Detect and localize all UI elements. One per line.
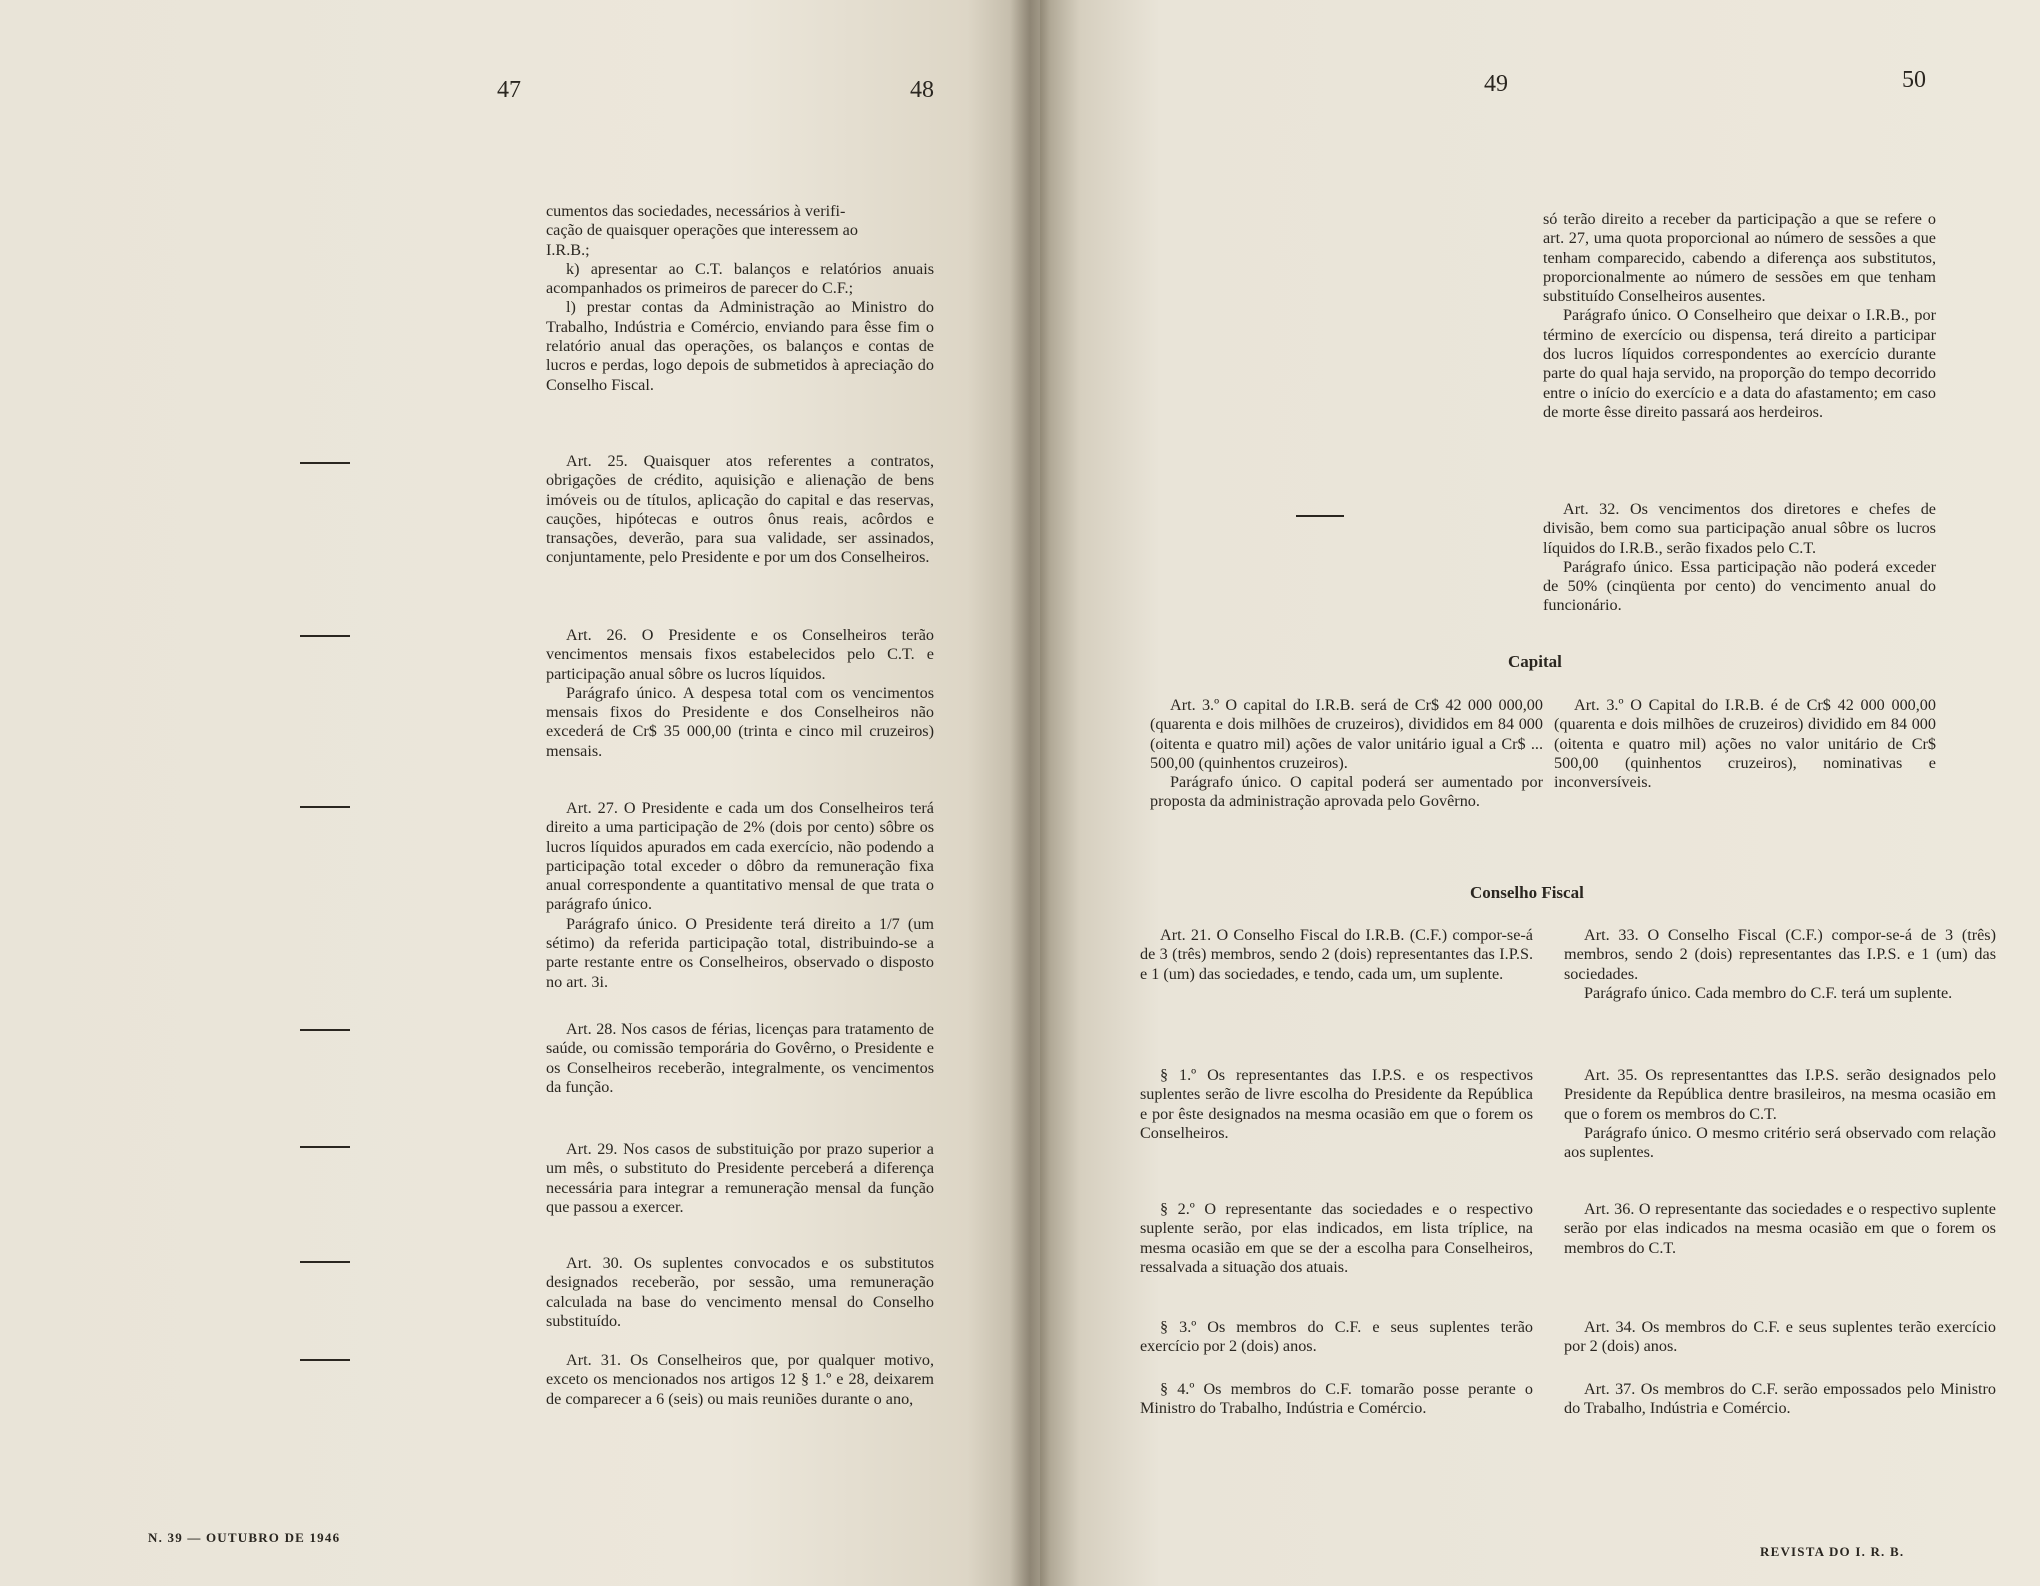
article-text: Art. 27. O Presidente e cada um dos Conselheiros terá direito a uma participação de 2% (dois por cento) sôbre os lucros líquidos apurados em cada exercício, não podendo a participação total exceder o dôbro da remuneração fixa anual correspondente a quantitativo mensal de que trata o parágrafo único. [546, 799, 934, 914]
text-line: cação de quaisquer operações que interessem ao [546, 221, 858, 240]
article-text: Art. 3.º O Capital do I.R.B. é de Cr$ 42 000 000,00 (quarenta e dois milhões de cruzeiros) dividido em 84 000 (oitenta e quatro mil) ações no valor unitário de Cr$ 500,00 (quinhentos cruzeiros), nominativas e inconversíveis. [1554, 696, 1936, 792]
article-26 [546, 626, 934, 761]
item-l: l) prestar contas da Administração ao Ministro do Trabalho, Indústria e Comércio, enviando para êsse fim o relatório anual das operações, os balanços e contas de lucros e perdas, logo depois de submetidos à apreciação do Conselho Fiscal. [546, 298, 934, 394]
margin-dash [300, 635, 350, 637]
page-number-50: 50 [1902, 67, 1926, 93]
paragraph-text: Parágrafo único. O Conselheiro que deixar o I.R.B., por término de exercício ou dispensa, terá direito a participar dos lucros líquidos correspondentes ao exercício durante parte do qual haja servido, na proporção do tempo decorrido entre o início do exercício e a data do afastamento; em caso de morte êsse direito passará aos herdeiros. [1543, 306, 1936, 421]
article-text: Art. 26. O Presidente e os Conselheiros terão vencimentos mensais fixos estabelecidos pelo C.T. e participação anual sôbre os lucros líquidos. [546, 626, 934, 683]
cf-article-21 [1140, 926, 1533, 984]
margin-dash [300, 1359, 350, 1361]
footer-journal: REVISTA DO I. R. B. [1760, 1544, 1905, 1559]
article-text: Art. 33. O Conselho Fiscal (C.F.) compor-se-á de 3 (três) membros, sendo 2 (dois) representantes das I.P.S. e 1 (um) das sociedades. [1564, 926, 1996, 983]
paragraph-text: § 2.º O representante das sociedades e o respectivo suplente serão, por elas indicados, em lista tríplice, na mesma ocasião em que se der a escolha para Conselheiros, ressalvada a situação dos atuais. [1140, 1200, 1533, 1276]
book-gutter [1010, 0, 1050, 1586]
paragraph-text: Parágrafo único. O mesmo critério será observado com relação aos suplentes. [1564, 1123, 1996, 1162]
article-text: Art. 37. Os membros do C.F. serão empossados pelo Ministro do Trabalho, Indústria e Comércio. [1564, 1380, 1996, 1418]
article-28 [546, 1020, 934, 1097]
cf-paragraph-2 [1140, 1200, 1533, 1277]
margin-dash [300, 1261, 350, 1263]
margin-dash [300, 806, 350, 808]
paragraph-text: Parágrafo único. A despesa total com os vencimentos mensais fixos do Presidente e dos Conselheiros não excederá de Cr$ 35 000,00 (trinta e cinco mil cruzeiros) mensais. [546, 683, 934, 760]
article-30 [546, 1254, 934, 1331]
cf-article-35 [1564, 1066, 1996, 1162]
article-text: Art. 31. Os Conselheiros que, por qualquer motivo, exceto os mencionados nos artigos 12 § 1.º e 28, deixarem de comparecer a 6 (seis) ou mais reuniões durante o ano, [546, 1351, 934, 1408]
article-text: Art. 32. Os vencimentos dos diretores e chefes de divisão, bem como sua participação anual sôbre os lucros líquidos do I.R.B., serão fixados pelo C.T. [1543, 500, 1936, 557]
capital-left-column [1150, 696, 1543, 812]
continuation-text: só terão direito a receber da participação a que se refere o art. 27, uma quota proporcional ao número de sessões a que tenham comparecido, cabendo a diferença aos substitutos, proporcionalmente ao número de sessões em que tenham substituído Conselheiros ausentes. [1543, 210, 1936, 306]
cf-article-34 [1564, 1318, 1996, 1357]
cf-article-33 [1564, 926, 1996, 1003]
paragraph-text: Parágrafo único. O Presidente terá direito a 1/7 (um sétimo) da referida participação total, distribuindo-se a parte restante entre os Conselheiros, observado o disposto no art. 3i. [546, 914, 934, 991]
footer-issue: N. 39 — OUTUBRO DE 1946 [148, 1530, 341, 1545]
article-31 [546, 1351, 934, 1409]
article-text: Art. 28. Nos casos de férias, licenças para tratamento de saúde, ou comissão temporária do Govêrno, o Presidente e os Conselheiros receberão, integralmente, os vencimentos da função. [546, 1020, 934, 1096]
paragraph-text: Parágrafo único. Essa participação não poderá exceder de 50% (cinqüenta por cento) do vencimento anual do funcionário. [1543, 557, 1936, 615]
page-number-47: 47 [497, 77, 521, 103]
article-29 [546, 1140, 934, 1217]
margin-dash [300, 1029, 350, 1031]
article-27 [546, 799, 934, 992]
cf-article-37 [1564, 1380, 1996, 1419]
page-number-48: 48 [910, 77, 934, 103]
cf-paragraph-1 [1140, 1066, 1533, 1143]
article-text: Art. 35. Os representanttes das I.P.S. serão designados pelo Presidente da República dentre brasileiros, na mesma ocasião em que o forem os membros do C.T. [1564, 1066, 1996, 1123]
cf-paragraph-3 [1140, 1318, 1533, 1357]
right-page [1040, 0, 2040, 1586]
paragraph-text: § 4.º Os membros do C.F. tomarão posse perante o Ministro do Trabalho, Indústria e Comércio. [1140, 1380, 1533, 1418]
paragraph-text: Parágrafo único. Cada membro do C.F. terá um suplente. [1584, 983, 1953, 1002]
article-32 [1543, 500, 1936, 616]
article-text: Art. 3.º O capital do I.R.B. será de Cr$ 42 000 000,00 (quarenta e dois milhões de cruzeiros), divididos em 84 000 (oitenta e quatro mil) ações de valor unitário igual a Cr$ ... 500,00 (quinhentos cruzeiros). [1150, 696, 1543, 772]
page-number-49: 49 [1484, 71, 1508, 97]
capital-right-column [1554, 696, 1936, 792]
section-heading-conselho-fiscal: Conselho Fiscal [1470, 883, 1584, 902]
paragraph-text: Parágrafo único. O capital poderá ser aumentado por proposta da administração aprovada pelo Govêrno. [1150, 773, 1543, 811]
paragraph-text: § 3.º Os membros do C.F. e seus suplentes terão exercício por 2 (dois) anos. [1140, 1318, 1533, 1356]
article-text: Art. 34. Os membros do C.F. e seus suplentes terão exercício por 2 (dois) anos. [1564, 1318, 1996, 1356]
margin-dash [300, 1146, 350, 1148]
left-text-column [546, 202, 934, 395]
cf-article-36 [1564, 1200, 1996, 1258]
article-text: Art. 30. Os suplentes convocados e os substitutos designados receberão, por sessão, uma remuneração calculada na base do vencimento mensal do Conselho substituído. [546, 1254, 934, 1330]
article-25 [546, 452, 934, 568]
article-text: Art. 29. Nos casos de substituição por prazo superior a um mês, o substituto do Presidente perceberá a diferença necessária para integrar a remuneração mensal da função que passou a exercer. [546, 1140, 934, 1216]
item-k: k) apresentar ao C.T. balanços e relatórios anuais acompanhados os primeiros de parecer do C.F.; [546, 259, 934, 298]
article-text: Art. 25. Quaisquer atos referentes a contratos, obrigações de crédito, aquisição e alienação de bens imóveis ou de títulos, aplicação do capital e das reservas, cauções, hipótecas e outros ônus reais, acôrdos e transações, deverão, para sua validade, ser assinados, conjuntamente, pelo Presidente e por um dos Conselheiros. [546, 452, 934, 567]
article-text: Art. 36. O representante das sociedades e o respectivo suplente serão por elas indicados na mesma ocasião em que o forem os membros do C.T. [1564, 1200, 1996, 1257]
cf-paragraph-4 [1140, 1380, 1533, 1419]
right-top-column [1543, 210, 1936, 422]
text-line: cumentos das sociedades, necessários à verifi- [546, 202, 846, 220]
margin-dash [300, 462, 350, 464]
margin-dash [1296, 515, 1344, 517]
article-text: Art. 21. O Conselho Fiscal do I.R.B. (C.F.) compor-se-á de 3 (três) membros, sendo 2 (dois) representantes das I.P.S. e 1 (um) das sociedades, e tendo, cada um, um suplente. [1140, 926, 1533, 983]
section-heading-capital: Capital [1508, 652, 1562, 671]
paragraph-text: § 1.º Os representantes das I.P.S. e os respectivos suplentes serão de livre escolha do Presidente da República e por êste designados na mesma ocasião em que o forem os Conselheiros. [1140, 1066, 1533, 1142]
text-line: I.R.B.; [546, 240, 590, 259]
